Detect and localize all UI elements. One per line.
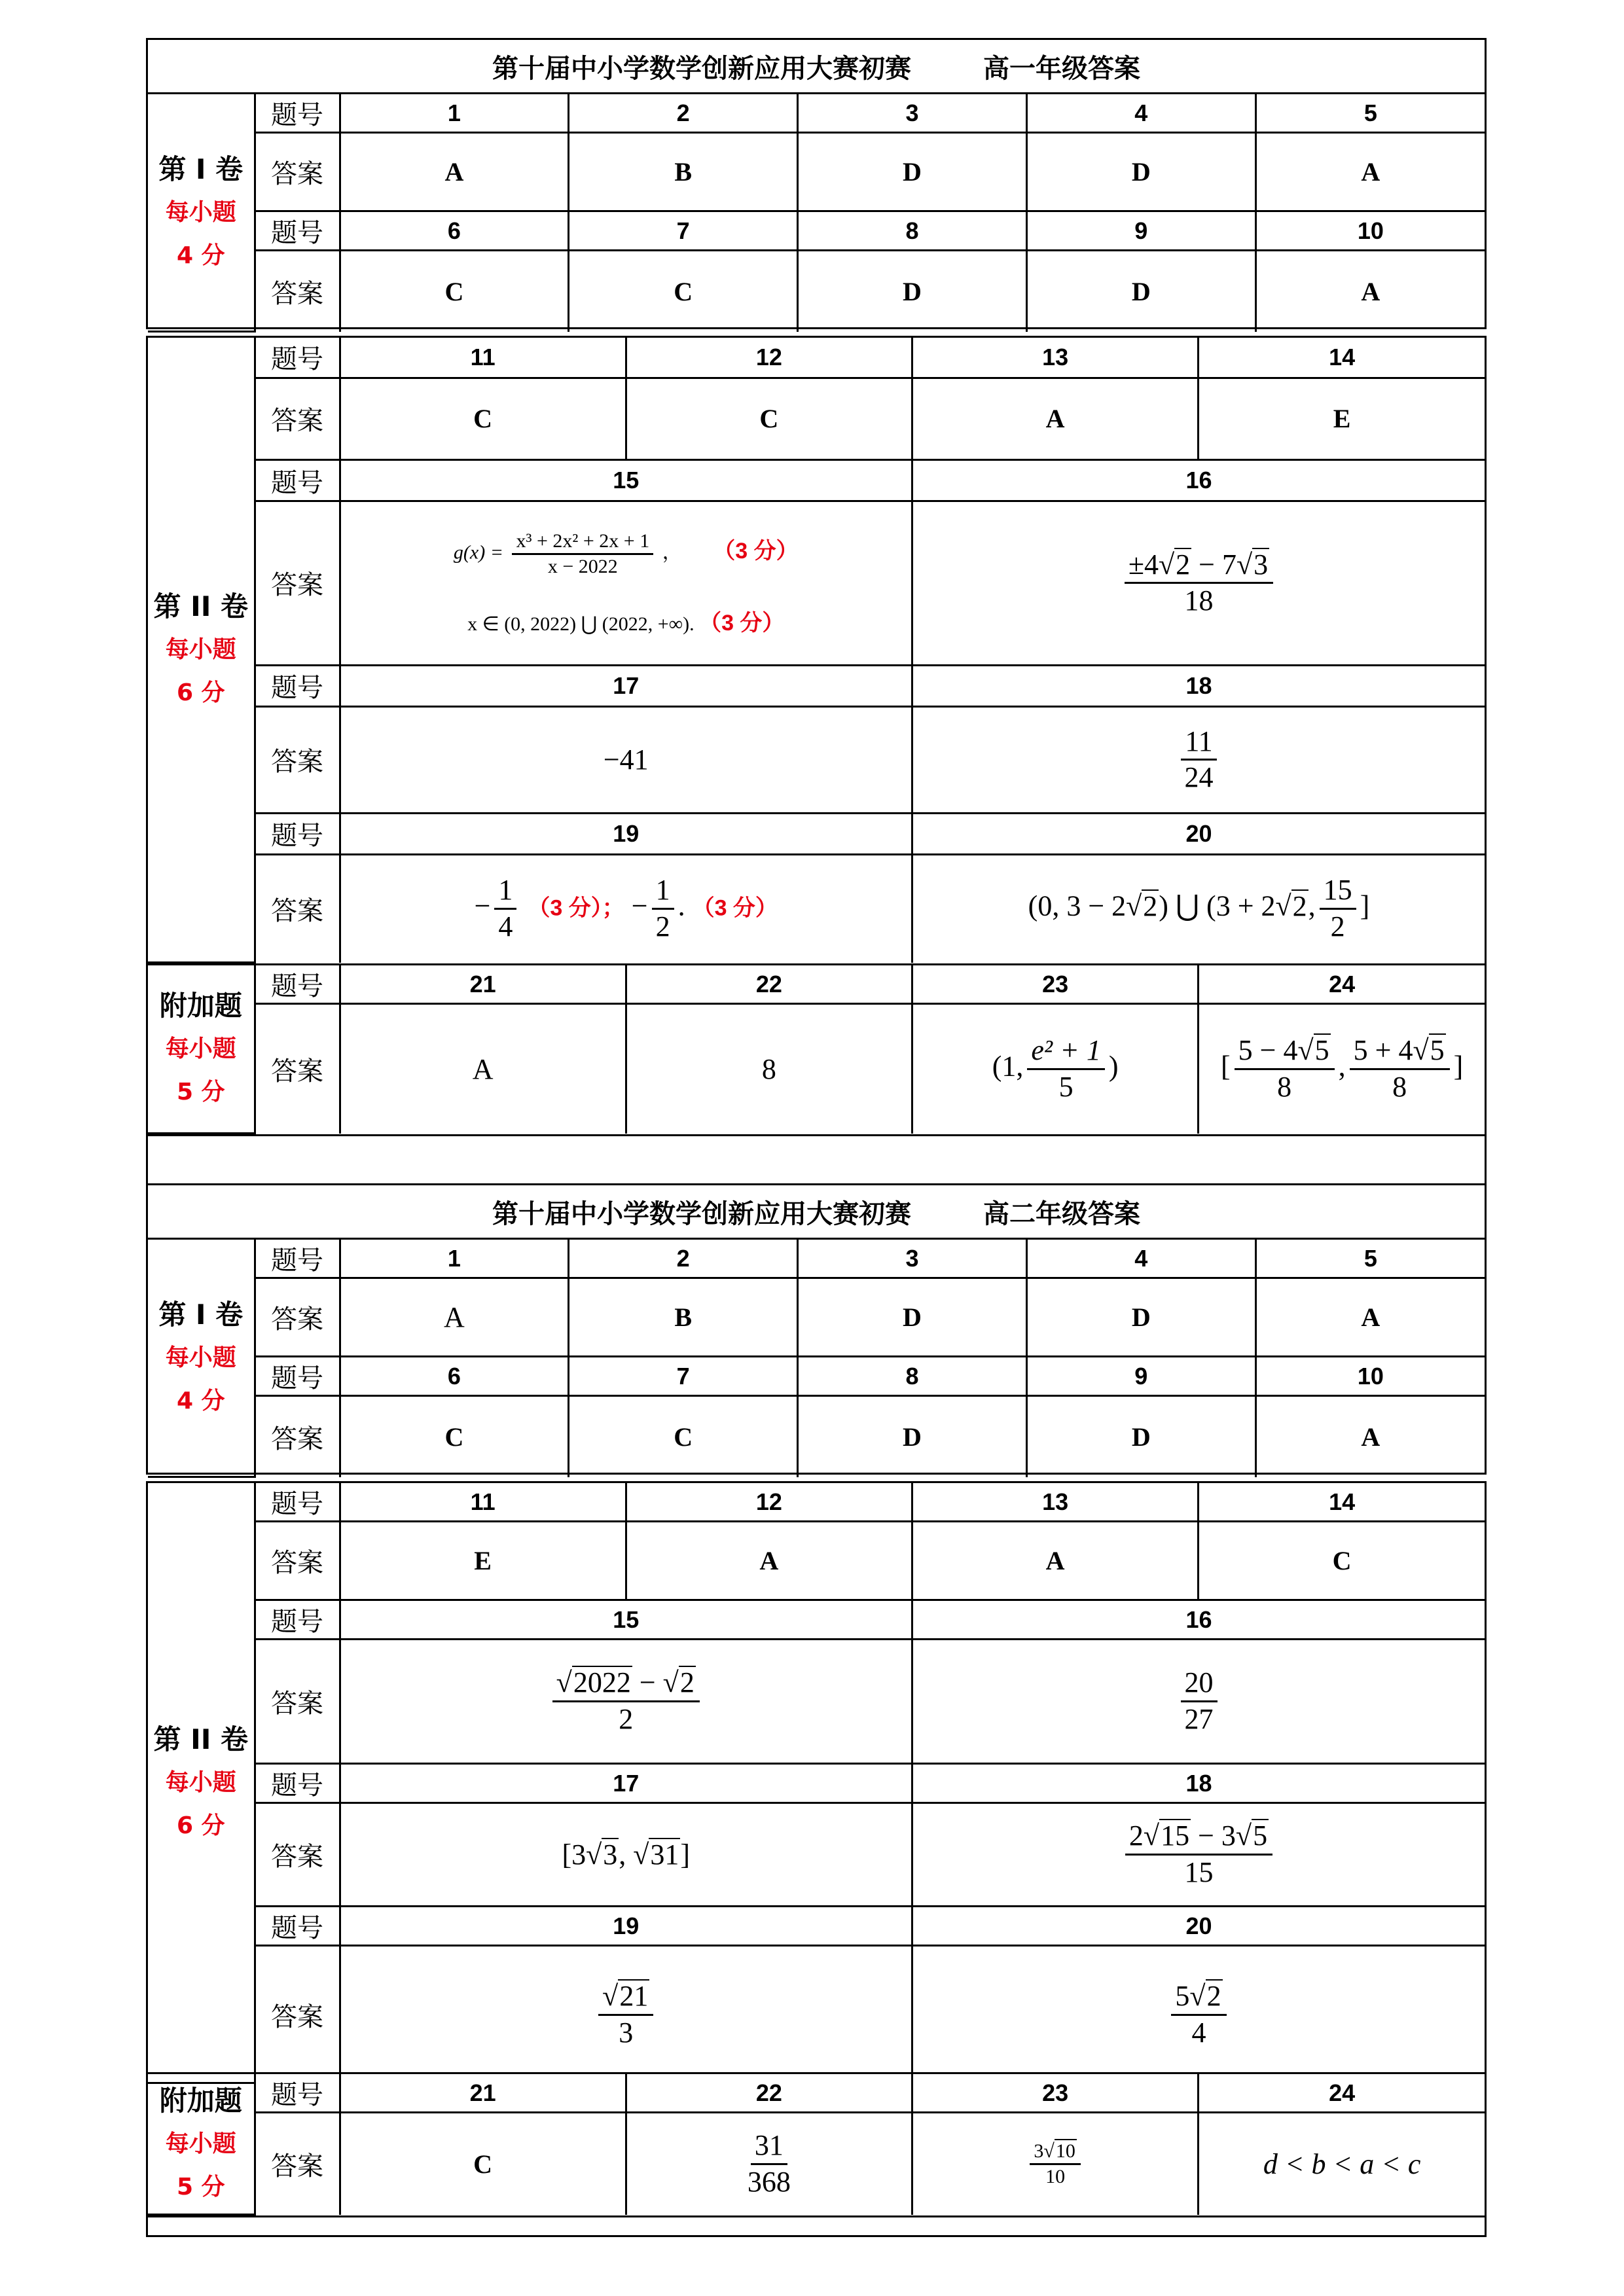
answer: B <box>569 133 798 211</box>
answer-19: − $\frac{1}{4}$ （3 分）； − $\frac{1}{2}$ . （3 分） <box>340 854 912 962</box>
qnum: 20 <box>912 1907 1485 1946</box>
g2-title-bar <box>146 1183 1487 1240</box>
label-tihao: 题号 <box>255 94 340 133</box>
answer-21: A <box>340 1004 626 1134</box>
g1-part2-label: 第 II 卷 每小题 6 分 <box>148 338 255 963</box>
label-daan: 答案 <box>255 1946 340 2083</box>
qnum: 6 <box>340 1357 569 1396</box>
g2-part1-label: 第 I 卷 每小题 4 分 <box>148 1240 255 1477</box>
qnum: 20 <box>912 813 1485 854</box>
g2-part3 <box>146 2072 1487 2217</box>
qnum: 1 <box>340 94 569 133</box>
answer-16: $\frac{20}{27}$ <box>912 1640 1485 1764</box>
answer-15: g(x) = $\frac{\text{x³ + 2x² + 2x + 1}}{x - 2022}$ ， （3 分） x ∈ (0, 2022) ⋃ (2022, +∞). （3 分） <box>340 501 912 665</box>
qnum: 5 <box>1255 1240 1485 1278</box>
label-daan: 答案 <box>255 1522 340 1600</box>
qnum: 15 <box>340 1600 912 1640</box>
label-daan: 答案 <box>255 501 340 665</box>
label-tihao: 题号 <box>255 338 340 378</box>
answer: A <box>1255 1278 1485 1357</box>
g2-title: 第十届中小学数学创新应用大赛初赛 高二年级答案 <box>492 1198 1140 1229</box>
answer-22: $\frac{31}{368}$ <box>626 2113 912 2215</box>
label-daan: 答案 <box>255 133 340 211</box>
answer-23: (1, $\frac{\text{e² + 1}}{5}$ ) <box>912 1004 1199 1134</box>
label-tihao: 题号 <box>255 1483 340 1522</box>
answer-17: [3√3, √31] <box>340 1803 912 1907</box>
answer: A <box>1255 1396 1485 1477</box>
qnum: 6 <box>340 211 569 251</box>
qnum: 19 <box>340 813 912 854</box>
answer: D <box>1026 133 1255 211</box>
label-tihao: 题号 <box>255 1240 340 1278</box>
qnum: 4 <box>1026 1240 1255 1278</box>
qnum: 3 <box>798 1240 1027 1278</box>
qnum: 11 <box>340 338 626 378</box>
label-tihao: 题号 <box>255 813 340 854</box>
label-daan: 答案 <box>255 1004 340 1134</box>
label-tihao: 题号 <box>255 965 340 1004</box>
qnum: 23 <box>912 965 1199 1004</box>
qnum: 10 <box>1255 211 1485 251</box>
g1-part3-label: 附加题 每小题 5 分 <box>148 965 255 1134</box>
label-tihao: 题号 <box>255 1907 340 1946</box>
qnum: 17 <box>340 1764 912 1803</box>
g2-part2 <box>146 1481 1487 2074</box>
answer: C <box>1199 1522 1485 1600</box>
qnum: 9 <box>1026 211 1255 251</box>
qnum: 8 <box>798 211 1027 251</box>
answer: C <box>340 1396 569 1477</box>
label-daan: 答案 <box>255 1278 340 1357</box>
answer: C <box>340 251 569 332</box>
qnum: 22 <box>626 2074 912 2113</box>
qnum: 21 <box>340 965 626 1004</box>
answer: A <box>340 133 569 211</box>
answer: A <box>1255 133 1485 211</box>
qnum: 16 <box>912 460 1485 501</box>
qnum: 10 <box>1255 1357 1485 1396</box>
label-tihao: 题号 <box>255 1357 340 1396</box>
answer: D <box>798 133 1027 211</box>
label-daan: 答案 <box>255 1396 340 1477</box>
answer: B <box>569 1278 798 1357</box>
answer: C <box>340 378 626 460</box>
qnum: 7 <box>569 1357 798 1396</box>
answer: A <box>626 1522 912 1600</box>
answer: E <box>340 1522 626 1600</box>
qnum: 21 <box>340 2074 626 2113</box>
label-daan: 答案 <box>255 2113 340 2215</box>
label-daan: 答案 <box>255 854 340 962</box>
qnum: 1 <box>340 1240 569 1278</box>
g1-title: 第十届中小学数学创新应用大赛初赛 高一年级答案 <box>492 53 1140 84</box>
answer: D <box>1026 251 1255 332</box>
g2-part1 <box>146 1238 1487 1475</box>
label-tihao: 题号 <box>255 2074 340 2113</box>
label-daan: 答案 <box>255 1640 340 1764</box>
answer: D <box>798 1396 1027 1477</box>
answer-24: [ $\frac{5 - 4√5}{8}$ , $\frac{5 + 4√5}{8}$ ] <box>1199 1004 1485 1134</box>
answer-20: (0, 3 − 2√2) ⋃ (3 + 2√2, $\frac{15}{2}$ ] <box>912 854 1485 962</box>
qnum: 5 <box>1255 94 1485 133</box>
qnum: 13 <box>912 1483 1199 1522</box>
g2-part2-label: 第 II 卷 每小题 6 分 <box>148 1483 255 2083</box>
label-tihao: 题号 <box>255 460 340 501</box>
qnum: 23 <box>912 2074 1199 2113</box>
label-tihao: 题号 <box>255 211 340 251</box>
qnum: 15 <box>340 460 912 501</box>
qnum: 12 <box>626 338 912 378</box>
g1-part1-label: 第 I 卷 每小题 4 分 <box>148 94 255 332</box>
qnum: 4 <box>1026 94 1255 133</box>
answer-21: C <box>340 2113 626 2215</box>
answer: E <box>1199 378 1485 460</box>
label-tihao: 题号 <box>255 1764 340 1803</box>
answer-18: $\frac{11}{24}$ <box>912 706 1485 813</box>
answer: D <box>798 251 1027 332</box>
answer-17: −41 <box>340 706 912 813</box>
g1-part3 <box>146 963 1487 1136</box>
qnum: 2 <box>569 94 798 133</box>
answer-18: $\frac{2√15 - 3√5}{15}$ <box>912 1803 1485 1907</box>
qnum: 7 <box>569 211 798 251</box>
answer: C <box>569 1396 798 1477</box>
qnum: 24 <box>1199 2074 1485 2113</box>
qnum: 16 <box>912 1600 1485 1640</box>
separator-band <box>146 1136 1487 1185</box>
label-daan: 答案 <box>255 706 340 813</box>
answer: A <box>340 1278 569 1357</box>
answer: C <box>626 378 912 460</box>
label-tihao: 题号 <box>255 665 340 706</box>
qnum: 13 <box>912 338 1199 378</box>
answer-23: $\frac{3√10}{10}$ <box>912 2113 1199 2215</box>
answer-16: $\frac{\pm 4√2 - 7√3}{18}$ <box>912 501 1485 665</box>
g1-title-bar <box>146 38 1487 94</box>
g1-part2 <box>146 336 1487 965</box>
qnum: 22 <box>626 965 912 1004</box>
g2-part3-label: 附加题 每小题 5 分 <box>148 2074 255 2215</box>
qnum: 12 <box>626 1483 912 1522</box>
label-daan: 答案 <box>255 1803 340 1907</box>
label-daan: 答案 <box>255 251 340 332</box>
answer: A <box>912 1522 1199 1600</box>
answer-20: $\frac{5√2}{4}$ <box>912 1946 1485 2083</box>
footer-band <box>146 2217 1487 2237</box>
answer: D <box>1026 1278 1255 1357</box>
answer-15: $\frac{√2022 - √2}{2}$ <box>340 1640 912 1764</box>
qnum: 19 <box>340 1907 912 1946</box>
answer: A <box>1255 251 1485 332</box>
qnum: 18 <box>912 1764 1485 1803</box>
qnum: 2 <box>569 1240 798 1278</box>
answer: D <box>798 1278 1027 1357</box>
qnum: 24 <box>1199 965 1485 1004</box>
g1-part1 <box>146 92 1487 329</box>
qnum: 8 <box>798 1357 1027 1396</box>
qnum: 3 <box>798 94 1027 133</box>
qnum: 18 <box>912 665 1485 706</box>
label-tihao: 题号 <box>255 1600 340 1640</box>
qnum: 14 <box>1199 1483 1485 1522</box>
answer-24: d < b < a < c <box>1199 2113 1485 2215</box>
answer: A <box>912 378 1199 460</box>
answer: C <box>569 251 798 332</box>
qnum: 11 <box>340 1483 626 1522</box>
answer-22: 8 <box>626 1004 912 1134</box>
label-daan: 答案 <box>255 378 340 460</box>
answer-19: $\frac{√21}{3}$ <box>340 1946 912 2083</box>
qnum: 14 <box>1199 338 1485 378</box>
qnum: 9 <box>1026 1357 1255 1396</box>
answer: D <box>1026 1396 1255 1477</box>
qnum: 17 <box>340 665 912 706</box>
